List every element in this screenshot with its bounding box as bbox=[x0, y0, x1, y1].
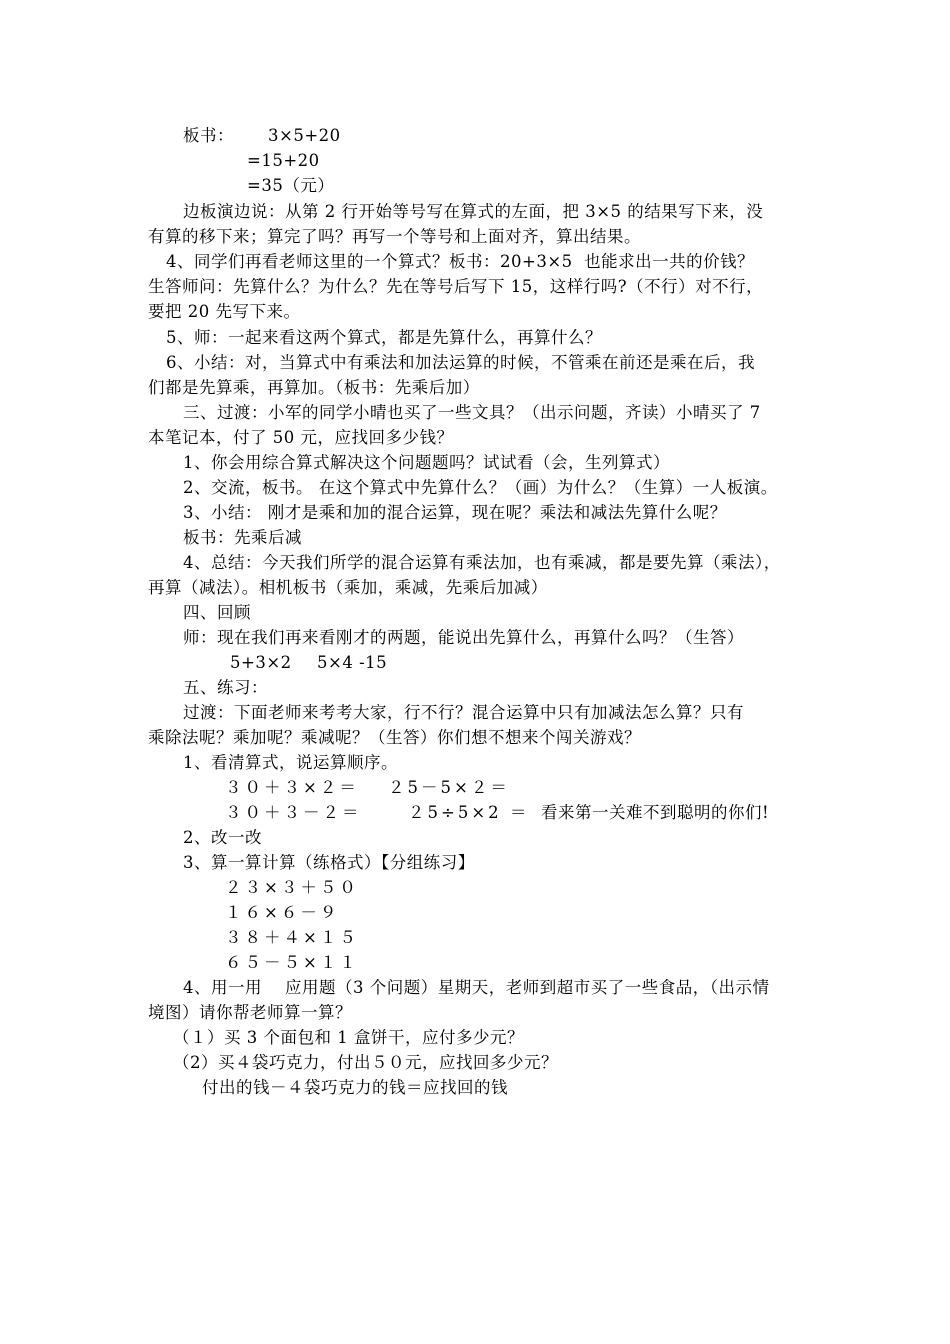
paragraph-line: （１）买 3 个面包和 1 盒饼干，应付多少元？ bbox=[173, 1028, 524, 1047]
paragraph-line: 要把 20 先写下来。 bbox=[148, 302, 301, 321]
section-heading: 四、回顾 bbox=[183, 603, 251, 622]
formula-line: ２5÷5×2 ＝ bbox=[408, 803, 530, 822]
formula-line: 5+3×2 bbox=[230, 653, 292, 672]
paragraph-line: （2）买４袋巧克力，付出５０元，应找回多少元？ bbox=[173, 1053, 558, 1072]
paragraph-line: 6、小结：对，当算式中有乘法和加法运算的时候，不管乘在前还是乘在后，我 bbox=[166, 353, 755, 372]
paragraph-line: 4、用一用 应用题（3 个问题）星期天，老师到超市买了一些食品，（出示情 bbox=[183, 978, 770, 997]
paragraph-line: 过渡：下面老师来考考大家，行不行？混合运算中只有加减法怎么算？只有 bbox=[183, 703, 744, 722]
paragraph-line: 2、交流，板书。 在这个算式中先算什么？（画）为什么？（生算）一人板演。 bbox=[183, 478, 778, 497]
formula-line: ２5－5×２＝ bbox=[388, 778, 510, 797]
paragraph-line: 境图）请你帮老师算一算？ bbox=[148, 1003, 352, 1022]
formula-line: =15+20 bbox=[247, 151, 320, 170]
paragraph-line: 乘除法呢？乘加呢？乘减呢？（生答）你们想不想来个闯关游戏？ bbox=[148, 728, 641, 747]
formula-line: ６５－５×１１ bbox=[225, 953, 359, 972]
paragraph-line: 师：现在我们再来看刚才的两题，能说出先算什么，再算什么吗？（生答） bbox=[183, 628, 744, 647]
paragraph-line: 1、你会用综合算式解决这个问题题吗？试试看（会，生列算式） bbox=[183, 453, 670, 472]
paragraph-line: 付出的钱－４袋巧克力的钱＝应找回的钱 bbox=[202, 1078, 508, 1097]
paragraph-line: 生答师问：先算什么？为什么？先在等号后写下 15，这样行吗?（不行）对不行， bbox=[148, 277, 764, 296]
paragraph-line: 1、看清算式，说运算顺序。 bbox=[183, 753, 398, 772]
formula-line: ２３×３＋５０ bbox=[225, 878, 359, 897]
paragraph-line: 们都是先算乘，再算加。（板书：先乘后加） bbox=[148, 378, 480, 397]
paragraph-line: 再算（减法）。相机板书（乘加，乘减，先乘后加减） bbox=[148, 578, 548, 597]
section-heading: 三、过渡：小军的同学小晴也买了一些文具？（出示问题，齐读）小晴买了 7 bbox=[183, 403, 761, 422]
paragraph-line: 有算的移下来；算完了吗？再写一个等号和上面对齐，算出结果。 bbox=[148, 227, 641, 246]
paragraph-line: 边板演边说：从第 2 行开始等号写在算式的左面，把 3×5 的结果写下来，没 bbox=[183, 202, 764, 221]
paragraph-line: 本笔记本，付了 50 元，应找回多少钱？ bbox=[148, 428, 454, 447]
board-label: 板书： bbox=[183, 126, 234, 145]
formula-line: ３０＋３×２＝ bbox=[225, 778, 359, 797]
paragraph-line: 看来第一关难不到聪明的你们! bbox=[541, 803, 770, 822]
paragraph-line: 4、同学们再看老师这里的一个算式？板书：20+3×5 也能求出一共的价钱？ bbox=[166, 252, 755, 271]
formula-line: ３０＋３－２＝ bbox=[225, 803, 362, 822]
formula-line: 3×5+20 bbox=[268, 126, 341, 145]
paragraph-line: 板书：先乘后减 bbox=[183, 528, 302, 547]
paragraph-line: 4、总结：今天我们所学的混合运算有乘法加，也有乘减，都是要先算（乘法）， bbox=[183, 553, 781, 572]
paragraph-line: 3、算一算计算（练格式）【分组练习】 bbox=[183, 853, 475, 872]
formula-line: １６×６－９ bbox=[225, 903, 340, 922]
formula-line: =35（元） bbox=[247, 176, 335, 195]
section-heading: 五、练习： bbox=[183, 678, 268, 697]
paragraph-line: 2、改一改 bbox=[183, 828, 262, 847]
formula-line: 5×4 -15 bbox=[317, 653, 388, 672]
formula-line: ３８＋４×１５ bbox=[225, 928, 359, 947]
paragraph-line: 3、小结： 刚才是乘和加的混合运算，现在呢？乘法和减法先算什么呢？ bbox=[183, 503, 727, 522]
paragraph-line: 5、师：一起来看这两个算式，都是先算什么，再算什么？ bbox=[166, 328, 602, 347]
